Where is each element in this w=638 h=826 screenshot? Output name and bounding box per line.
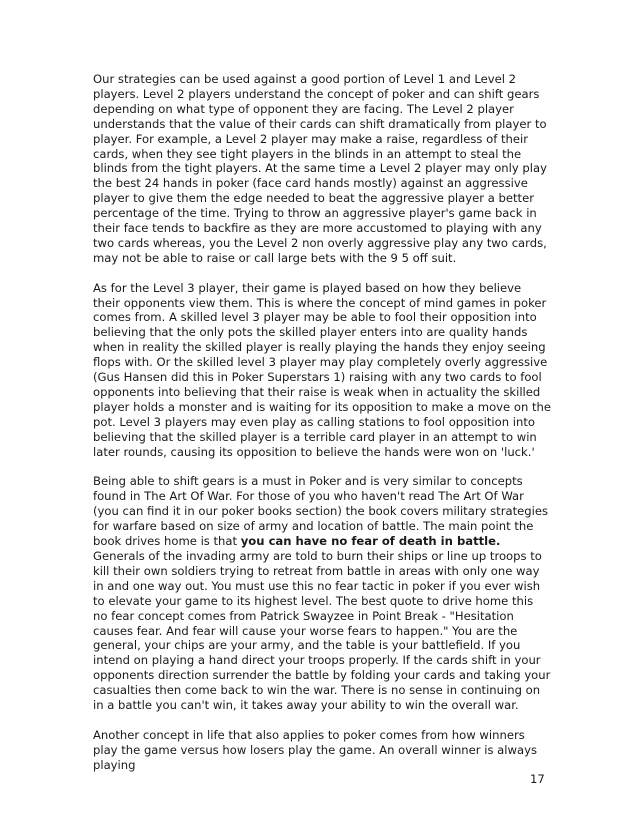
paragraph-3 xyxy=(93,474,551,713)
paragraph-3-part-a: Being able to shift gears is a must in Poker and is very similar to concepts found in The Art Of War. For those of you who haven't read The Art Of War (you can find it in our poker books section) the book covers military strategies for warfare based on size of army and location of battle. The main point the book drives home is that xyxy=(93,474,549,549)
paragraph-3-part-b: Generals of the invading army are told to burn their ships or line up troops to kill their own soldiers trying to retreat from battle in areas with only one way in and one way out. You must use this no fear tactic in poker if you ever wish to elevate your game to its highest level. The best quote to drive home this no fear concept comes from Patrick Swayzee in Point Break - "Hesitation causes fear. And fear will cause your worse fears to happen." You are the general, your chips are your army, and the table is your battlefield. If you intend on playing a hand direct your troops properly. If the cards shift in your opponents direction surrender the battle by folding your cards and taking your casualties then come back to win the war. There is no sense in continuing on in a battle you can't win, it takes away your ability to win the overall war. xyxy=(93,548,551,713)
paragraph-2: As for the Level 3 player, their game is played based on how they believe their opponents view them. This is where the concept of mind games in poker comes from. A skilled level 3 player may be able to fool their opposition into believing that the only pots the skilled player enters into are quality hands when in reality the skilled player is really playing the hands they enjoy seeing flops with. Or the skilled level 3 player may play completely overly aggressive (Gus Hansen did this in Poker Superstars 1) raising with any two cards to fool opponents into believing that their raise is weak when in actuality the skilled player holds a monster and is waiting for its opposition to make a move on the pot. Level 3 players may even play as calling stations to fool opposition into believing that the skilled player is a terrible card player in an attempt to win later rounds, causing its opposition to believe the hands were won on 'luck.' xyxy=(93,280,552,459)
paragraph-4: Another concept in life that also applies to poker comes from how winners play the game versus how losers play the game. An overall winner is always playing xyxy=(93,727,537,772)
paragraph-3-bold-phrase: you can have no fear of death in battle. xyxy=(240,534,501,549)
page-number: 17 xyxy=(530,772,545,786)
paragraph-1: Our strategies can be used against a good portion of Level 1 and Level 2 players. Level 2 players understand the concept of poker and can shift gears depending on what type of opponent they are facing. The Level 2 player understands that the value of their cards can shift dramatically from player to player. For example, a Level 2 player may make a raise, regardless of their cards, when they see tight players in the blinds in an attempt to steal the blinds from the tight players. At the same time a Level 2 player may only play the best 24 hands in poker (face card hands mostly) against an aggressive player to give them the edge needed to beat the aggressive player a better percentage of the time. Trying to throw an aggressive player's game back in their face tends to backfire as they are more accustomed to playing with any two cards whereas, you the Level 2 non overly aggressive play any two cards, may not be able to raise or call large bets with the 9 5 off suit. xyxy=(93,72,547,265)
body-text xyxy=(93,72,551,787)
